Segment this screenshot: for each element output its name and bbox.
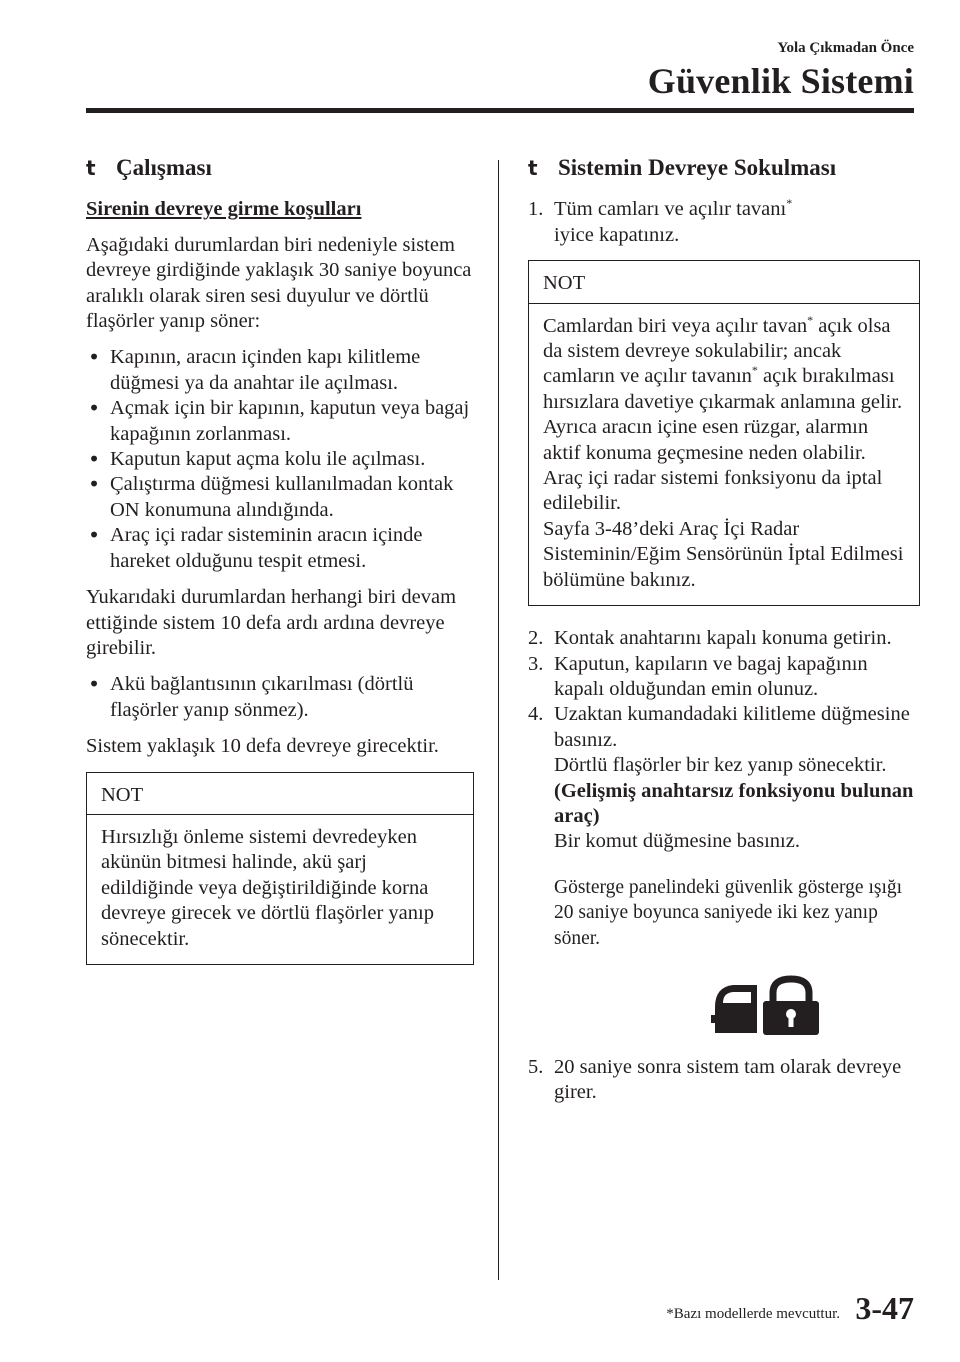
siren-conditions-subheading: Sirenin devreye girme koşulları [86, 198, 362, 221]
chapter-label: Yola Çıkmadan Önce [777, 40, 914, 56]
asterisk-mark: * [807, 312, 814, 327]
bullet-icon: • [88, 396, 101, 421]
note-body: Camlardan biri veya açılır tavan* açık olsa da sistem devreye sokulabilir; ancak camların ve açılır tavanın* açık bırakılması hırsızlara davetiye çıkarmak anlamına gelir. Ayrıca aracın içine esen rüzgar, alarmın aktif konuma geçmesine neden olabilir. Araç içi radar sistemi fonksiyonu da iptal edilebilir. Sayfa 3-48’deki Araç İçi Radar Sisteminin/Eğim Sensörünün İptal Edilmesi bölümüne bakınız. [543, 312, 904, 591]
list-item: • Kapının, aracın içinden kapı kilitleme düğmesi ya da anahtar ile açılması. [88, 345, 421, 394]
list-item: • Açmak için bir kapının, kaputun veya bagaj kapağının zorlanması. [88, 396, 470, 445]
list-item: • Akü bağlantısının çıkarılması (dörtlü flaşörler yanıp sönmez). [88, 672, 414, 721]
bullet-icon: • [88, 345, 101, 370]
bullet-icon: • [88, 523, 101, 548]
section-title: Güvenlik Sistemi [647, 61, 914, 101]
battery-list [86, 672, 474, 723]
asterisk-mark: * [751, 363, 758, 378]
right-heading [528, 155, 920, 181]
section-marker-icon: t [86, 156, 96, 180]
page-number: 3-47 [855, 1290, 914, 1326]
count-paragraph: Sistem yaklaşık 10 defa devreye girecektir. [86, 735, 439, 758]
note-title: NOT [529, 261, 919, 303]
right-note-box [528, 260, 920, 606]
indicator-figure [554, 973, 920, 1037]
condition-list [86, 345, 474, 574]
bullet-icon: • [88, 672, 101, 697]
section-marker-icon: t [528, 156, 538, 180]
right-heading-text: Sistemin Devreye Sokulması [558, 155, 837, 180]
header-rule [86, 108, 914, 113]
left-heading [86, 155, 474, 181]
footnote: *Bazı modellerde mevcuttur. [666, 1306, 840, 1322]
steps-list-a [528, 197, 920, 248]
bullet-icon: • [88, 472, 101, 497]
step-4: 4. Uzaktan kumandadaki kilitleme düğmesine basınız. Dörtlü flaşörler bir kez yanıp sönecektir. (Gelişmiş anahtarsız fonksiyonu bulunan araç) Bir komut düğmesine basınız. Gösterge panelindeki güvenlik gösterge ışığı 20 saniye boyunca saniyede iki kez yanıp söner. [528, 702, 920, 1037]
security-indicator-icon [711, 973, 823, 1037]
step-1: 1. Tüm camları ve açılır tavanı* iyice kapatınız. [528, 196, 793, 246]
repeat-paragraph: Yukarıdaki durumlardan herhangi biri devam ettiğinde sistem 10 defa ardı ardına devreye girebilir. [86, 586, 457, 659]
left-note-box [86, 772, 474, 965]
bullet-icon: • [88, 447, 101, 472]
note-body: Hırsızlığı önleme sistemi devredeyken akünün bitmesi halinde, akü şarj edildiğinde veya değiştirildiğinde korna devreye girecek ve dörtlü flaşörler yanıp sönecektir. [101, 825, 434, 950]
list-item: • Çalıştırma düğmesi kullanılmadan kontak ON konumuna alındığında. [88, 472, 454, 521]
left-column [86, 155, 474, 985]
column-divider [498, 160, 499, 1280]
right-column [528, 155, 920, 1106]
asterisk-mark: * [786, 196, 793, 211]
intro-paragraph: Aşağıdaki durumlardan biri nedeniyle sistem devreye girdiğinde yaklaşık 30 saniye boyunca aralıklı olarak siren sesi duyulur ve dörtlü flaşörler yanıp söner: [86, 233, 472, 333]
step-5: 5. 20 saniye sonra sistem tam olarak devreye girer. [528, 1055, 902, 1104]
steps-list-b [528, 626, 920, 1106]
step-3: 3. Kaputun, kapıların ve bagaj kapağının kapalı olduğundan emin olunuz. [528, 652, 868, 700]
list-item: • Kaputun kaput açma kolu ile açılması. [88, 447, 426, 472]
keyless-note: (Gelişmiş anahtarsız fonksiyonu bulunan araç) [554, 779, 914, 827]
left-heading-text: Çalışması [116, 155, 212, 180]
note-title: NOT [87, 773, 473, 815]
list-item: • Araç içi radar sisteminin aracın içinde hareket olduğunu tespit etmesi. [88, 523, 423, 572]
step-2: 2. Kontak anahtarını kapalı konuma getirin. [528, 627, 892, 650]
